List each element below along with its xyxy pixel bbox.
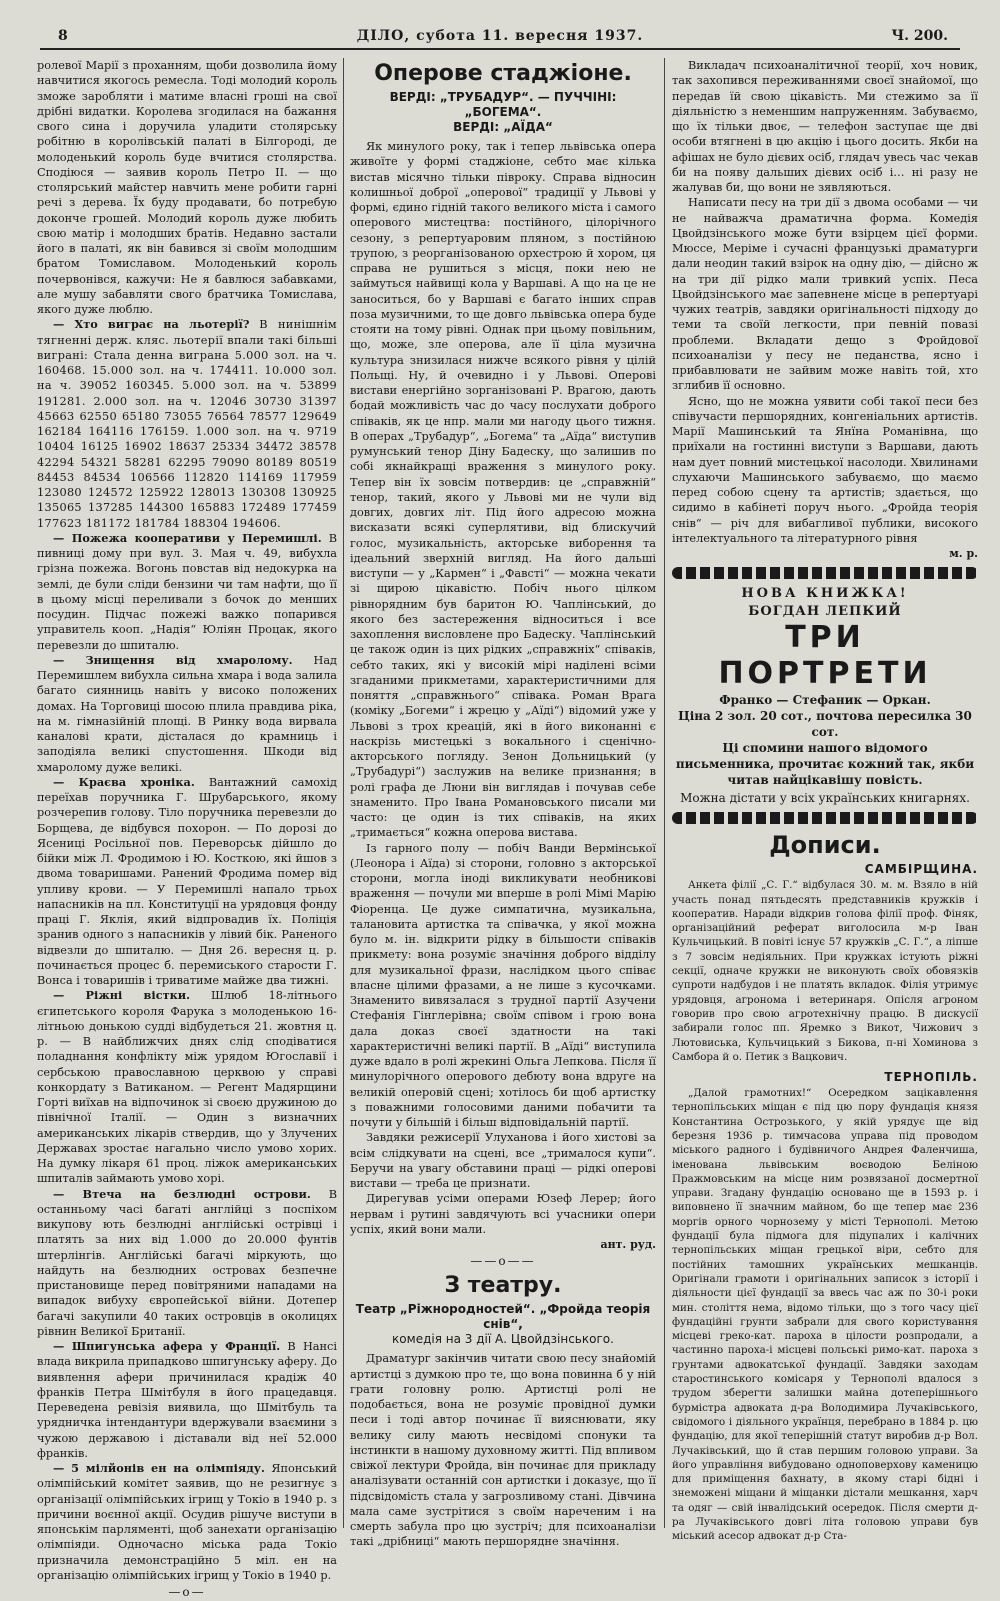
ad-footer: Можна дістати у всіх українських книгарнях. — [680, 791, 970, 806]
article-title-opera: Оперове стаджіоне. — [374, 61, 632, 86]
article-paragraph: Як минулого року, так і тепер львівська опера живоїте у формі стаджіоне, себто має кілька вистав місячно тільки півроку. Справа відносин колишньої доброї „оперової“ традиції у Львові у формі, єдино гідній такого великого міста і самого оперового мистецтва: постійного, цілорічного сезону, з репертуаровим пляном, з постійною трупою, з реорганізованою орхестрою й хором, ця справа не рушиться з місця, поки нею не займуться найвищі кола у Варшаві. А що на це не заноситься, бо у Варшаві є багато інших справ поза музичними, то ще довго львівська опера буде стояти на тому рівні. Однак при цьому повільним, що, може, зле оперова, але її ціла музична культура знизилася нижче всякого рівня у цілій Польщі. Ну, й очевидно і у Львові. Оперові вистави енергійно зорганізовані Р. Врагою, дають бодай можливість час до часу послухати доброго співаків, як це нпр. мали ми нагоду цього тижня. В операх „Трубадур“, „Богема“ та „Аїда“ виступив румунський тенор Діну Бадеску, що залишив по собі якнайкращі враження з минулого року. Тепер він їх зовсім потвердив: це „справжній“ тенор, такий, якого у Львові ми не чули від довгих, довгих літ. Під його адресою можна висказати всякі суперлятиви, від блискучий голос, музикальність, акторське виборення та ідеальний зверхній вигляд. На його дальші виступи — у „Кармен“ і „Фавсті“ — можна чекати зі щирою цікавістю. Побіч нього цілком рівнорядним був баритон Ю. Чаплінський, до якого без застереження відноситься і все захоплення висловлене про Бадеску. Чаплінський це також один із цих рідких „справжніх“ співаків, себто таких, які у високій мірі наділені всіми згаданими прикметами, характеристичними для поняття „справжнього“ співака. Роман Врага (коміку „Богеми“ і жрецю у „Аїді“) відомий уже у Львові з трох креацій, які в його виконанні є наскрізь мистецькі з вокального і сценічно-акторського погляду. Зенон Дольницький (у „Трубадурі“) заслужив на велике признання; в ролі графа де Люни він виглядав і почував себе знаменито. Про Івана Романовського писали ми часто: це один із тих співаків, на яких „тримається“ кожна оперова вистава. — [350, 140, 656, 840]
column-middle — [350, 58, 657, 1549]
ad-text: Ці спомини нашого відомого письменника, прочитає кожний так, якби читав найцікавішу повість. — [675, 741, 975, 788]
news-heading: — Пожежа кооперативи у Перемишлі. — [53, 530, 322, 545]
article-title-theatre: З театру. — [444, 1273, 562, 1299]
news-heading: — Знищення від хмаролому. — [53, 652, 293, 667]
ad-book-title: ТРИ ПОРТРЕТИ — [718, 620, 932, 692]
news-heading: — Шпигунська афера у Франції. — [53, 1339, 281, 1353]
article-paragraph: Із гарного полу — побіч Ванди Вермінської (Леонора і Аїда) зі сторони, головно з акторської сторони, могла іноді викликувати необникові враження — почули ми вперше в ролі Мімі Марію Фіоренца. Це дуже симпатична, музикальна, талановита артистка та співачка, у якої можна було м. ін. відкрити рідку в більшости співаків прикмету: вона розуміє значіння доброго відділу для музикальної фрази, наслідком цього співає власне цілими фразами, а не лише з кусочками. Знаменито вивязалася з трудної партії Азучени Стефанія Гінглерівна; своїм співом і грою вона дала доказ своєї здатности на такі характеристичні великі партії. В „Аїді“ виступила дуже вдало в ролі жрекині Ольга Лепкова. Після її минулорічного оперового дебюту вона вдруге на великій оперовій сцені; хотілось би щоб артистку з поважними голосовими даними побачити та почути у більшій і більш відповідальній партії. — [350, 841, 656, 1129]
ad-price: Ціна 2 зол. 20 сот., почтова пересилка 30 сот. — [678, 709, 972, 740]
ornament-divider — [672, 567, 978, 579]
news-item-various — [37, 988, 337, 1186]
news-heading: — Хто виграє на льотерії? — [53, 317, 250, 332]
news-body: В пивниці дому при вул. 3. Мая ч. 49, вибухла грізна пожежа. Вогонь повстав від недокурка на землі, де були сліди бензини чи там нафти, що її в цьому місці переливали з бочок до менших посудин. Підчас пожежі важко попарився управитель кооп. „Надія“ Юліян Процак, якого перевезли до шпиталю. — [37, 531, 337, 652]
article-paragraph: Завдяки режисерії Улуханова і його хистові за всім слідкувати на сцені, все „трималося купи“. Беручи на увагу обставини праці — рідкі оперові вистави — треба це признати. — [350, 1131, 656, 1190]
news-item-fire — [37, 531, 337, 653]
news-item-islands — [37, 1187, 337, 1340]
article-paragraph: „Далой грамотних!“ Осередком зацікавлення тернопільських міщан є під цю пору фундація князя Константина Острозького, у якій урядує ще від березня 1936 р. тимчасова управа під проводом міського радного і будівничого Андрея Фаленчишa, іменована львівським воєводою Беліною Пражмовським на місце ним розвязаної досмертної управи. Згадану фундацію основано ще в 1593 р. і виповнено її значним майном, бо ще тепер має 236 моргів орного чорнозему у місті Тернополі. Метою фундації була підмога для підупалих і калічних тернопільських міщан грецької віри, себто для постійних тамошних українських мешканців. Оригінали грамоти і оригінальних записок з історії і діяльности цієї фундації за ввесь час аж по 30-і роки мин. століття нема, відомо тільки, що з того часу цієї фундаційні грунти забрали для свого користування місцеві греко-кат. пароха в цілости розпродали, а частинно пароха-і місцеві польські римо-кат. пароха з грунтами адвокатської фундації. Завдяки заходам старостинського комісаря у Тернополі вдалося з трудом зберегти залишки майна дотеперішнього бурмістра адвоката д-ра Володимира Лучаківського, свідомого і діяльного українця, перебрано в 1884 р. цю фундацію, для якої теперішній статут виробив д-р Вол. Лучаківський, що й став першим головою управи. За його управління вибудовано одноповерхову каменицю для приміщення бахнату, в якому старі бідні і знеможені міщани й міщанки дістали мешкання, харч та одяг — свій інвалідський осередок. Після смерти д-ра Лучаківського довгі літа головою управи був міський асесор адвокат д-р Ста- — [672, 1087, 978, 1543]
page-header — [40, 26, 960, 50]
column-rule — [343, 58, 344, 1528]
news-item-cloudburst — [37, 653, 337, 775]
column-left — [37, 58, 338, 1599]
news-heading: — 5 мілйонів ен на олімпіяду. — [53, 1461, 265, 1475]
masthead-date: ДІЛО, субота 11. вересня 1937. — [356, 28, 644, 44]
article-paragraph: Викладач психоаналітичної теорії, хоч новик, так захопився переживаннями своєї знайомої, що передав їй свою цікавість. Ми стежимо за її діяльністю з неменшим напруженням. Забуваємо, що їх тільки двоє, — телефон заступає ще дві особи втягнені в цю акцію і цього досить. Якби на афішах не було дієвих осіб, глядач увесь час чекав би на появу дальших дієвих осіб і… ні разу не жалував би, що вони не зявляються. — [672, 59, 978, 194]
column-right — [672, 58, 978, 1543]
news-body: Вантажний самохід переїхав поручника Г. Шрубарського, якому розчерепив голову. Тіло поручника перевезли до Борщева, де відбувся похорон. — По дорозі до Ясениці Росільної пов. Переворськ дійшло до бійки між Л. Фродимою і Ю. Косткою, які йшов з двома товаришами. Ранений Фродима помер від упливу крови. — У Перемишлі напало трьох напасників на пл. Конституції на урядовця фонду праці Г. Яклія, який відпровадив їх. Поліція зранив одного з напасників у лівий бік. Раненого відвезли до шпиталю. — Дня 26. вересня ц. р. починається процес б. перемиського старости Г. Вонса і товаришів і триватиме майже два тижні. — [37, 775, 337, 987]
section-divider: ——о—— — [470, 1254, 536, 1269]
ad-heading: НОВА КНИЖКА! — [741, 586, 909, 602]
ad-names: Франко — Стефаник — Оркан. — [719, 693, 931, 708]
news-body: В Нансі влада викрила припадково шпигунську аферу. До виявлення афери причинилася крадіж 40 франків Петра Шмітбуля в його працедавця. Переведена ревізія виявила, що Шмітбуль та урядничка інтендантури вдержували взаємини з чужою державою і діставали від неї 52.000 франків. — [37, 1340, 338, 1460]
ad-author: БОГДАН ЛЕПКИЙ — [748, 604, 902, 620]
news-heading: — Ріжні вістки. — [53, 988, 191, 1003]
news-body: Над Перемишлем вибухла сильна хмара і вода залила багато сиянниць навіть у високо положених домах. На Торговиці шосою плила правдива ріка, на м. гімназійній площі. В Ринку вода вирвала каналові крати, дісталася до крамниць і заподіяла великі спустошення. Шкоди від хмаролому дуже великі. — [37, 653, 338, 774]
page-number: 8 — [58, 28, 68, 44]
news-body: Японський олімпійський комітет заявив, що не резигнує з організації олімпійських ігрищ у Токіо в 1940 р. з причини воєнної акції. Осудив рішуче виступи в японськім парляменті, щоб занехати організацію олімпіяди. Одночасно міська рада Токіо призначила демонстраційно 5 міл. ен на організацію олімпійських ігрищ у Токіо в 1940 р. — [37, 1462, 337, 1582]
column-rule — [664, 58, 665, 1528]
article-subtitle: ВЕРДІ: „АЇДА“ — [453, 120, 553, 134]
article-paragraph: Драматург закінчив читати свою песу знайомій артистці з думкою про те, що вона повинна б у ній грати головну ролю. Артистці ролі не подобається, вона не розуміє провідної думки песи і тоді автор починає її вияснювати, яку велику силу мають несвідомі спонуки та інстинкти в нашому духовному житті. Під впливом свіжої лектури Фройда, він починає для прикладу аналізувати останній сон артистки і доказує, що її підсвідомість стала у загрозливому стані. Дівчина мала саме зустрітися з своїм нареченим і на смерть забула про цю зустріч; для психоаналізи такі „дрібниці“ мають першорядне значіння. — [350, 1352, 657, 1549]
news-body: В нинішнім тягненні держ. кляс. льотерії впали такі більші виграні: Стала денна виграна 5.000 зол. на ч. 160468. 15.000 зол. на ч. 174411. 10.000 зол. на ч. 39052 160345. 5.000 зол. на ч. 53899 191281. 2.000 зол. на ч. 12046 30730 31397 45663 62550 65180 73055 76564 78577 129649 162184 164116 176159. 1.000 зол. на ч. 9719 10404 16125 16902 18637 25334 34472 38578 42294 54321 58281 62295 79090 80189 80519 84453 84534 106566 112820 114169 117959 123080 124572 125922 128013 130308 130925 135065 137285 144300 165883 172489 177459 177623 181172 181784 188304 194606. — [37, 318, 338, 530]
article-paragraph: Написати песу на три дії з двома особами — чи не найважча драматична форма. Комедія Цвойдзінського може бути взірцем цієї форми. Мюссе, Меріме і сучасні французькі драматурги дали неодин такий взірок на одну дію, — дійсно ж на три дії рідко мали тривкий успіх. Песа Цвойдзінського має запевнене місце в репертуарі чужих театрів, завдяки оригінальності підходу до теми та своїй легкости, при певній повазі проблеми. Вкладати дещо з Фройдової психоаналізи у песу не педанства, ясно і прибавлювати не зайвим може навіть той, хто зглибив її основно. — [672, 196, 978, 393]
article-subtitle: комедія на 3 дії А. Цвойдзінського. — [392, 1332, 614, 1347]
section-end-mark: —о— — [168, 1585, 206, 1599]
article-paragraph: Анкета філії „С. Г.“ відбулася 30. м. м. Взяло в ній участь понад пятьдесять представників кружків і кооператив. Наради відкрив голова філії проф. Фіняк, організаційний реферат виголосила м-р Іван Кульчицький. В повіті існує 57 кружків „С. Г.“, а ліпше з 7 зовсім недіяльних. При кружках істують ріжні секції, одначе кружки не виконують своїх обовязків супроти надбудов і не платять вкладок. Філія утримує урядовця, агронома і ветеринаря. Опісля агроном говорив про свою агротехнічну працю. В дискусії забирали голос пп. Яремко з Викот, Чижович з Лютовиська, Кульчицький з Бикова, п-ні Хоминова з Самбора й о. Петик з Вацкович. — [672, 879, 978, 1063]
article-paragraph: Ясно, що не можна уявити собі такої песи без співучасти першорядних, конгеніальних артистів. Марії Машинський та Янїна Романівна, що приїхали на гостинні виступи з Варшави, дають нам дует повний мистецької насолоди. Хвилинами слухаючи Машинського забуваємо, що маємо перед собою сцену та артистів; здається, що сидимо в кабінеті поруч нього. „Фройда теорія снів“ — річ для вибагливої публики, високого інтелектуального та літературного рівня — [672, 394, 978, 545]
author-signature: ант. руд. — [600, 1238, 656, 1251]
section-title-letters: Дописи. — [769, 831, 881, 860]
issue-number: Ч. 200. — [891, 28, 948, 44]
region-heading: САМБІРЩИНА. — [864, 862, 978, 877]
news-body: Шлюб 18-літнього єгипетського короля Фарука з молоденькою 16-літньою донькою судді відбудеться 21. жовтня ц. р. — В найближчих днях слід сподіватися поладнання конфлікту між урядом Югославії і сербською православною церквою у справі конкордату з Ватиканом. — Регент Мадярщини Горті виїхав на відпочинок зі своєю дружиною до північної Італії. — Один з визначних американських лікарів ствердив, що у Злучених Державах зростає нагально число умово хорих. На думку лікаря 61 проц. ліжок американських шпиталів займають умово хорі. — [37, 989, 338, 1186]
news-heading: — Втеча на безлюдні острови. — [53, 1186, 311, 1201]
article-subtitle: Театр „Ріжнородностей“. „Фройда теорія снів“, — [355, 1302, 651, 1332]
news-item-olympics — [37, 1461, 337, 1583]
author-signature: м. р. — [949, 547, 978, 560]
article-subtitle: ВЕРДІ: „ТРУБАДУР“. — ПУЧЧІНІ: „БОГЕМА“. — [389, 90, 617, 119]
article-paragraph: ролевої Марії з проханням, щоби дозволила йому навчитися якогось ремесла. Тоді молодий король зможе заробляти і матиме власні гроші на свої дрібні видатки. Королева згодилася на бажання свого сина і доручила уладити столярську робітню в королівській палаті в Білгороді, де молоденький король буде вчитися столярства. Сподіюся — заявив король Петро ІІ. — що столярський майстер навчить мене робити гарні речі з дерева. Їх буду продавати, бо потребую доконче грошей. Молодий король дуже любить свою матір і молодших братів. Недавно застали його в палаті, як він бавився зі своїм молодшим братом Томиславом. Молоденький король почервонівся, кажучи: Не я бавлюся забавками, але мушу забавляти свого братчика Томислава, якого дуже люблю. — [37, 59, 337, 316]
news-item-lottery — [37, 317, 337, 531]
news-item-regional — [37, 775, 337, 989]
ornament-divider — [672, 812, 978, 824]
news-heading: — Краєва хроніка. — [53, 774, 195, 789]
news-body: В останньому часі багаті англійці з поспіхом викупову ють безлюдні англійські острівці і платять за них від 1.000 до 20.000 фунтів штерлінгів. Англійські багачі міркують, що найдуть на безлюдних островах безпечне пристановище перед повітряними нападами на випадок вибуху європейської війни. Дотепер багачі закупили 40 таких островців в околицях рівнин Великої Британії. — [37, 1187, 337, 1338]
article-paragraph: Дирегував усіми операми Юзеф Лерер; його нервам і рутині завдячують всі учасники опери успіх, який вони мали. — [350, 1192, 656, 1236]
region-heading: ТЕРНОПІЛЬ. — [884, 1070, 978, 1085]
news-item-spy — [37, 1339, 337, 1461]
